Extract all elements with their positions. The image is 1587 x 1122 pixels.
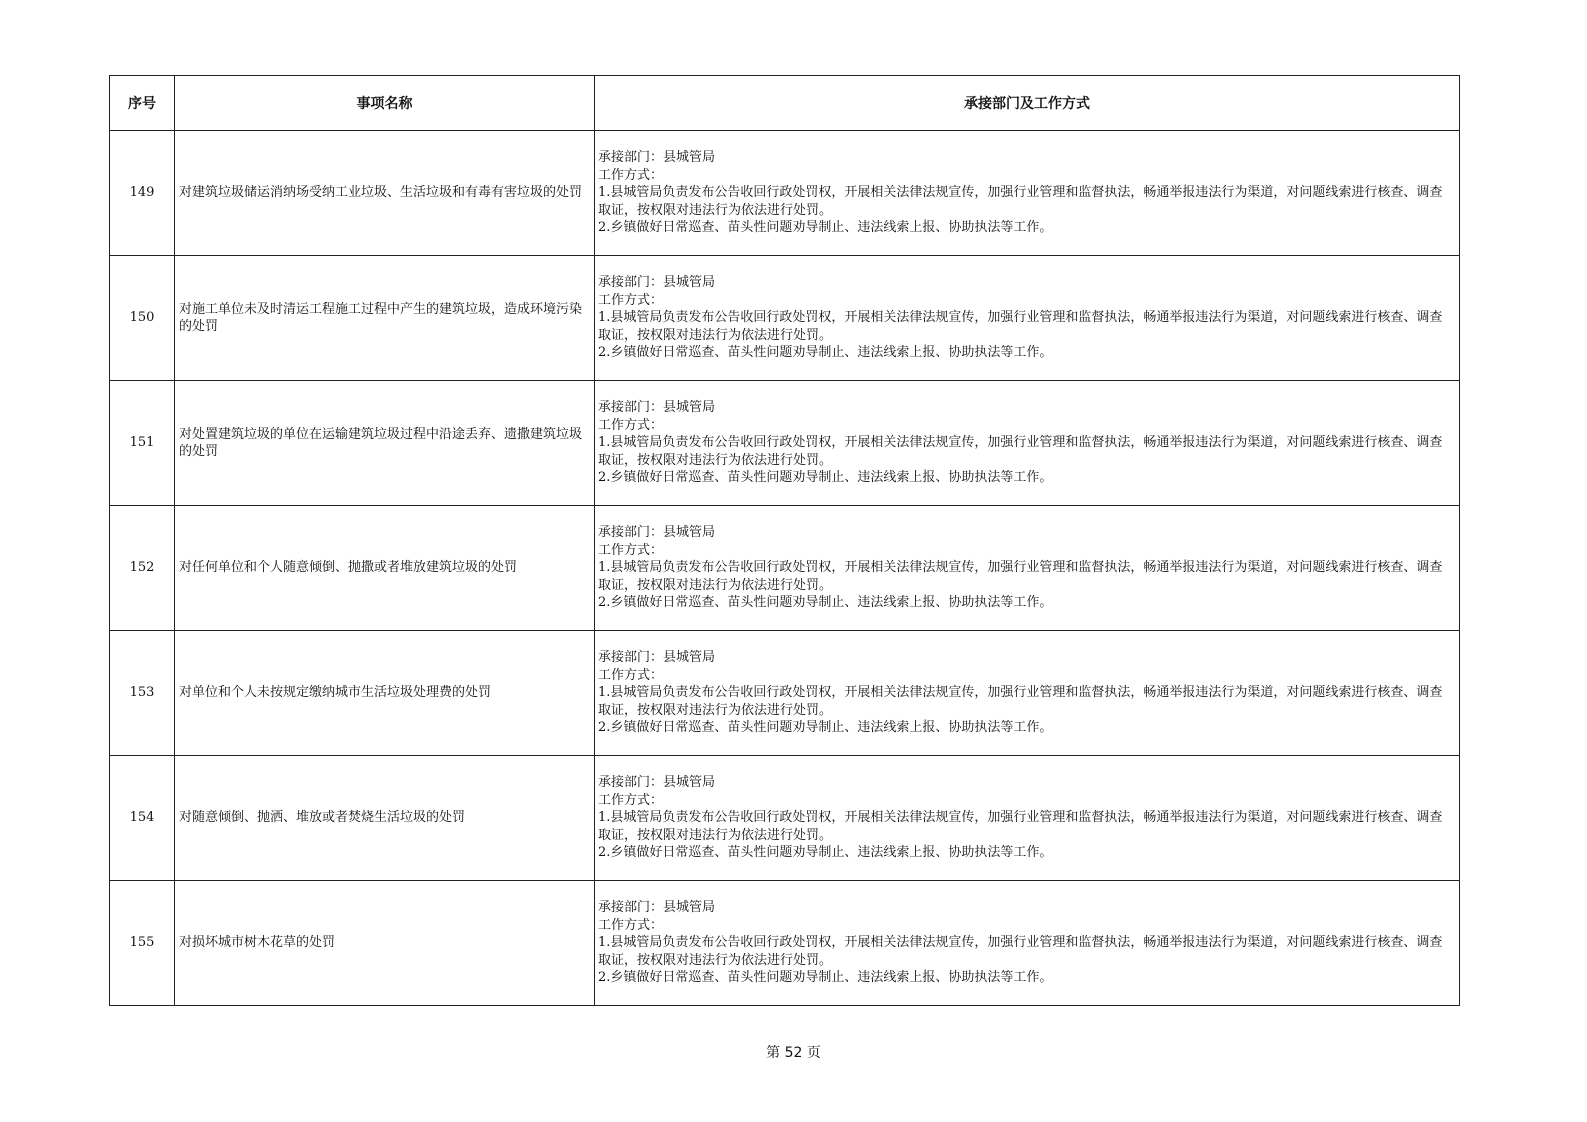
- row-serial-number: 152: [110, 506, 175, 631]
- row-department-cell: [595, 381, 1460, 506]
- work-mode-item-1: 1.县城管局负责发布公告收回行政处罚权，开展相关法律法规宣传，加强行业管理和监督执法，畅通举报违法行为渠道，对问题线索进行核查、调查取证，按权限对违法行为依法进行处罚。: [598, 685, 1443, 718]
- work-mode-item-1: 1.县城管局负责发布公告收回行政处罚权，开展相关法律法规宣传，加强行业管理和监督执法，畅通举报违法行为渠道，对问题线索进行核查、调查取证，按权限对违法行为依法进行处罚。: [598, 935, 1443, 968]
- row-department-cell: [595, 506, 1460, 631]
- department-line: 承接部门：县城管局: [598, 775, 716, 791]
- department-line: 承接部门：县城管局: [598, 150, 716, 166]
- work-mode-item-2: 2.乡镇做好日常巡查、苗头性问题劝导制止、违法线索上报、协助执法等工作。: [598, 720, 1053, 736]
- department-line: 承接部门：县城管局: [598, 275, 716, 291]
- row-department-cell: [595, 256, 1460, 381]
- department-line: 承接部门：县城管局: [598, 650, 716, 666]
- department-line: 承接部门：县城管局: [598, 900, 716, 916]
- row-item-name: 对建筑垃圾储运消纳场受纳工业垃圾、生活垃圾和有毒有害垃圾的处罚: [175, 131, 595, 256]
- work-mode-item-1: 1.县城管局负责发布公告收回行政处罚权，开展相关法律法规宣传，加强行业管理和监督执法，畅通举报违法行为渠道，对问题线索进行核查、调查取证，按权限对违法行为依法进行处罚。: [598, 560, 1443, 593]
- table-row: [110, 381, 1460, 506]
- table-row: [110, 131, 1460, 256]
- work-mode-item-2: 2.乡镇做好日常巡查、苗头性问题劝导制止、违法线索上报、协助执法等工作。: [598, 470, 1053, 486]
- row-item-name: 对单位和个人未按规定缴纳城市生活垃圾处理费的处罚: [175, 631, 595, 756]
- work-mode-label: 工作方式：: [598, 542, 664, 558]
- table-row: [110, 631, 1460, 756]
- row-department-cell: [595, 631, 1460, 756]
- row-serial-number: 154: [110, 756, 175, 881]
- table-row: [110, 256, 1460, 381]
- row-item-name: 对处置建筑垃圾的单位在运输建筑垃圾过程中沿途丢弃、遗撒建筑垃圾的处罚: [175, 381, 595, 506]
- work-mode-label: 工作方式：: [598, 167, 664, 183]
- work-mode-item-2: 2.乡镇做好日常巡查、苗头性问题劝导制止、违法线索上报、协助执法等工作。: [598, 345, 1053, 361]
- work-mode-item-2: 2.乡镇做好日常巡查、苗头性问题劝导制止、违法线索上报、协助执法等工作。: [598, 970, 1053, 986]
- work-mode-item-1: 1.县城管局负责发布公告收回行政处罚权，开展相关法律法规宣传，加强行业管理和监督执法，畅通举报违法行为渠道，对问题线索进行核查、调查取证，按权限对违法行为依法进行处罚。: [598, 310, 1443, 343]
- row-serial-number: 153: [110, 631, 175, 756]
- work-mode-item-2: 2.乡镇做好日常巡查、苗头性问题劝导制止、违法线索上报、协助执法等工作。: [598, 220, 1053, 236]
- department-line: 承接部门：县城管局: [598, 525, 716, 541]
- row-department-cell: [595, 756, 1460, 881]
- table-row: [110, 881, 1460, 1006]
- row-item-name: 对施工单位未及时清运工程施工过程中产生的建筑垃圾，造成环境污染的处罚: [175, 256, 595, 381]
- table-row: [110, 506, 1460, 631]
- table-row: [110, 756, 1460, 881]
- work-mode-item-2: 2.乡镇做好日常巡查、苗头性问题劝导制止、违法线索上报、协助执法等工作。: [598, 595, 1053, 611]
- items-table: [109, 75, 1460, 1006]
- work-mode-label: 工作方式：: [598, 667, 664, 683]
- work-mode-label: 工作方式：: [598, 792, 664, 808]
- row-serial-number: 149: [110, 131, 175, 256]
- row-item-name: 对损坏城市树木花草的处罚: [175, 881, 595, 1006]
- row-serial-number: 155: [110, 881, 175, 1006]
- header-serial-number: 序号: [110, 76, 175, 131]
- row-item-name: 对随意倾倒、抛洒、堆放或者焚烧生活垃圾的处罚: [175, 756, 595, 881]
- work-mode-item-2: 2.乡镇做好日常巡查、苗头性问题劝导制止、违法线索上报、协助执法等工作。: [598, 845, 1053, 861]
- row-serial-number: 150: [110, 256, 175, 381]
- row-item-name: 对任何单位和个人随意倾倒、抛撒或者堆放建筑垃圾的处罚: [175, 506, 595, 631]
- department-line: 承接部门：县城管局: [598, 400, 716, 416]
- work-mode-label: 工作方式：: [598, 917, 664, 933]
- table-header-row: [110, 76, 1460, 131]
- page-number: 第 52 页: [766, 1045, 821, 1061]
- work-mode-label: 工作方式：: [598, 417, 664, 433]
- row-department-cell: [595, 881, 1460, 1006]
- header-item-name: 事项名称: [175, 76, 595, 131]
- work-mode-item-1: 1.县城管局负责发布公告收回行政处罚权，开展相关法律法规宣传，加强行业管理和监督执法，畅通举报违法行为渠道，对问题线索进行核查、调查取证，按权限对违法行为依法进行处罚。: [598, 810, 1443, 843]
- work-mode-item-1: 1.县城管局负责发布公告收回行政处罚权，开展相关法律法规宣传，加强行业管理和监督执法，畅通举报违法行为渠道，对问题线索进行核查、调查取证，按权限对违法行为依法进行处罚。: [598, 435, 1443, 468]
- work-mode-label: 工作方式：: [598, 292, 664, 308]
- row-department-cell: [595, 131, 1460, 256]
- header-department-and-method: 承接部门及工作方式: [595, 76, 1460, 131]
- work-mode-item-1: 1.县城管局负责发布公告收回行政处罚权，开展相关法律法规宣传，加强行业管理和监督执法，畅通举报违法行为渠道，对问题线索进行核查、调查取证，按权限对违法行为依法进行处罚。: [598, 185, 1443, 218]
- row-serial-number: 151: [110, 381, 175, 506]
